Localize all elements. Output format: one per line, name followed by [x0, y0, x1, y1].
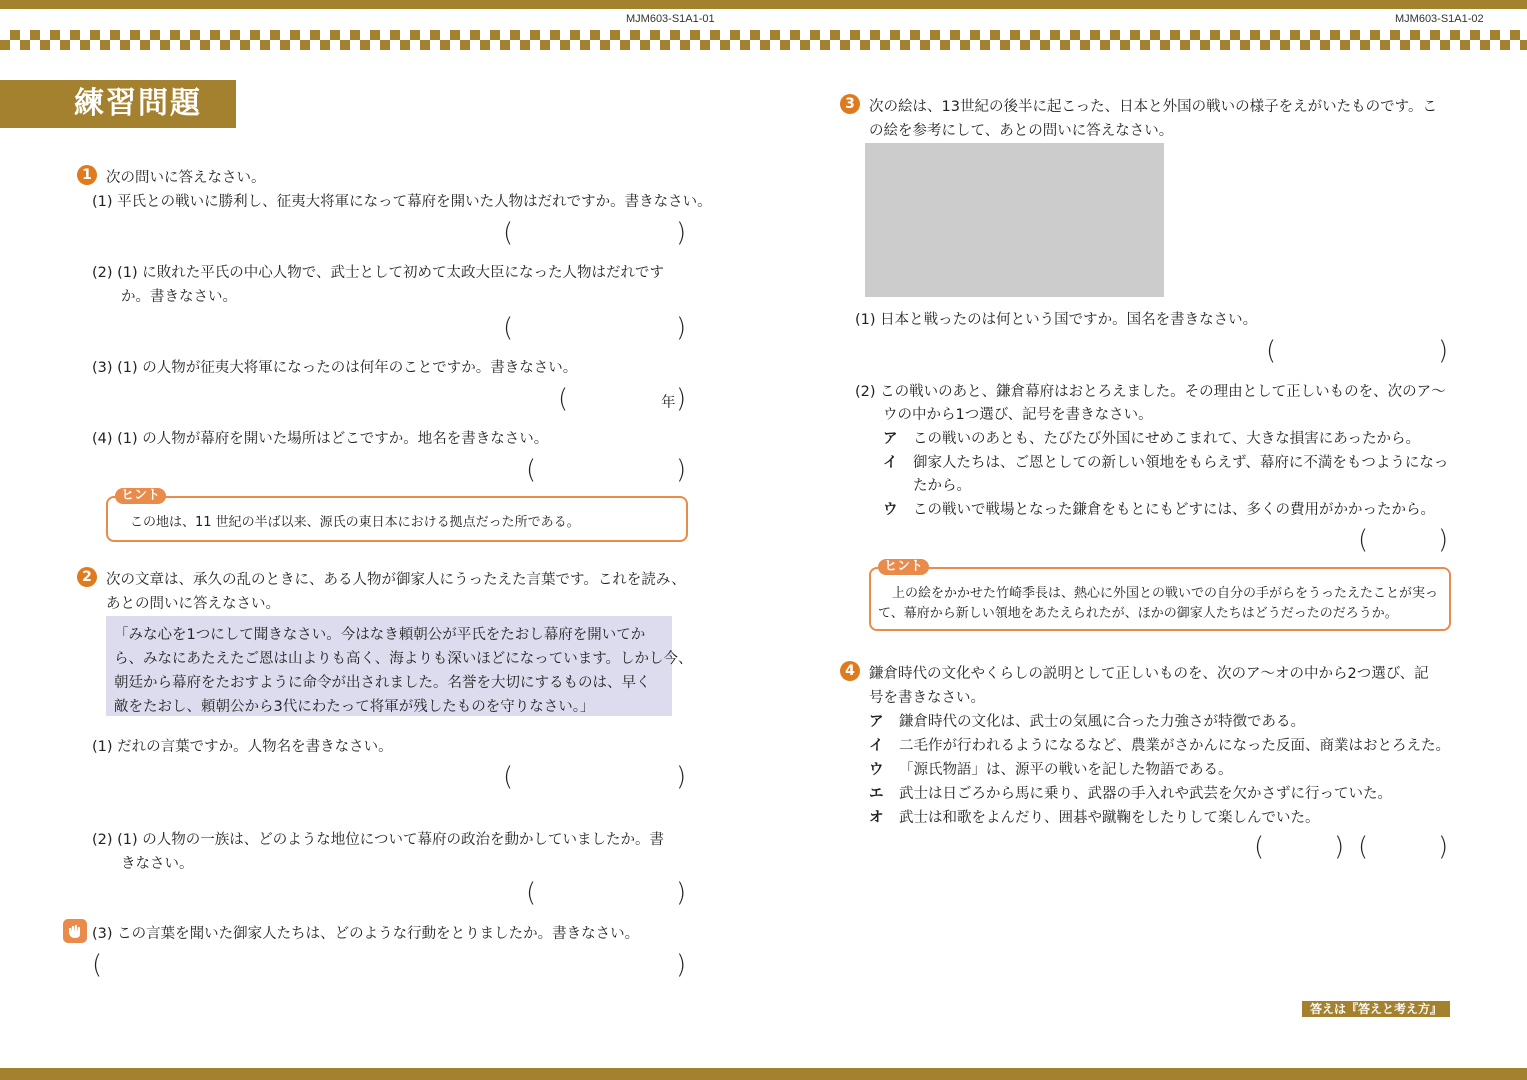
- page-code-left: MJM603-S1A1-01: [626, 13, 715, 25]
- q4-option-text-i: 二毛作が行われるようになるなど、農業がさかんになった反面、商業はおとろえた。: [899, 738, 1450, 754]
- quote-line-3: 朝廷から幕府をたおすように命令が出されました。名誉を大切にするものは、早く: [114, 675, 651, 691]
- q4-option-key-a: ア: [869, 714, 884, 730]
- quote-line-2: ら、みなにあたえたご恩は山よりも高く、海よりも深いほどになっています。しかし今、: [114, 651, 693, 667]
- q3-option-key-i: イ: [883, 455, 898, 471]
- q2-part1: (1) だれの言葉ですか。人物名を書きなさい。: [92, 739, 393, 755]
- answer-close-paren: ): [676, 455, 687, 485]
- answer-close-paren: ): [676, 878, 687, 908]
- answer-open-paren: (: [503, 218, 514, 248]
- q4-option-key-e: エ: [869, 786, 884, 802]
- answer-open-paren: (: [92, 950, 103, 980]
- q3-option-text-u: この戦いで戦場となった鎌倉をもとにもどすには、多くの費用がかかったから。: [913, 502, 1435, 518]
- answer-close-paren: ): [676, 313, 687, 343]
- q2-part3: (3) この言葉を聞いた御家人たちは、どのような行動をとりましたか。書きなさい。: [92, 926, 640, 942]
- answer-open-paren: (: [1254, 832, 1265, 862]
- hint-text-3: 上の絵をかかせた竹崎季長は、熱心に外国との戦いでの自分の手がらをうったえたことが実っ: [892, 586, 1439, 601]
- q4-option-key-u: ウ: [869, 762, 884, 778]
- hand-icon: [63, 919, 87, 943]
- answer-open-paren: (: [1358, 525, 1369, 555]
- q3-intro: 次の絵は、13世紀の後半に起こった、日本と外国の戦いの様子をえがいたものです。こ: [869, 99, 1437, 115]
- quote-line-4: 敵をたおし、頼朝公から3代にわたって将軍が残したものを守りなさい。」: [114, 699, 595, 715]
- answer-close-paren: ): [1438, 832, 1449, 862]
- q3-option-key-u: ウ: [883, 502, 898, 518]
- answer-close-paren: ): [1438, 336, 1449, 366]
- q4-option-key-i: イ: [869, 738, 884, 754]
- q1-part2: (2) (1) に敗れた平氏の中心人物で、武士として初めて太政大臣になった人物はだれです: [92, 265, 665, 281]
- hint-text-3-cont: て、幕府から新しい領地をあたえられたが、ほかの御家人たちはどうだったのだろうか。: [878, 606, 1398, 621]
- hint-label: ヒント: [878, 559, 929, 575]
- q2-intro: 次の文章は、承久の乱のときに、ある人物が御家人にうったえた言葉です。これを読み、: [106, 572, 686, 588]
- q4-option-text-a: 鎌倉時代の文化は、武士の気風に合った力強さが特徴である。: [899, 714, 1305, 730]
- question-number-3: 3: [840, 94, 860, 114]
- answer-close-paren: ): [676, 950, 687, 980]
- q4-option-text-e: 武士は日ごろから馬に乗り、武器の手入れや武芸を欠かさずに行っていた。: [899, 786, 1392, 802]
- bottom-bar: [0, 1068, 1527, 1080]
- answer-close-paren: ): [1334, 832, 1345, 862]
- answer-open-paren: (: [1358, 832, 1369, 862]
- q4-intro-cont: 号を書きなさい。: [869, 690, 985, 706]
- answer-close-paren: ): [1438, 525, 1449, 555]
- answer-open-paren: (: [526, 455, 537, 485]
- q4-option-text-u: 「源氏物語」は、源平の戦いを記した物語である。: [899, 762, 1233, 778]
- q2-part2-cont: きなさい。: [121, 856, 194, 872]
- page-code-right: MJM603-S1A1-02: [1395, 13, 1484, 25]
- q1-intro: 次の問いに答えなさい。: [106, 170, 266, 186]
- q1-part4: (4) (1) の人物が幕府を開いた場所はどこですか。地名を書きなさい。: [92, 431, 549, 447]
- q1-part2-cont: か。書きなさい。: [121, 289, 237, 305]
- q3-part2-cont: ウの中から1つ選び、記号を書きなさい。: [883, 407, 1153, 423]
- answer-close-paren: ): [676, 384, 687, 414]
- q1-part3: (3) (1) の人物が征夷大将軍になったのは何年のことですか。書きなさい。: [92, 360, 578, 376]
- q3-part2: (2) この戦いのあと、鎌倉幕府はおとろえました。その理由として正しいものを、次のア〜: [855, 384, 1446, 400]
- answer-open-paren: (: [558, 384, 569, 414]
- answer-reference-tag: 答えは『答えと考え方』: [1302, 1001, 1450, 1017]
- q3-part1: (1) 日本と戦ったのは何という国ですか。国名を書きなさい。: [855, 312, 1258, 328]
- quote-line-1: 「みな心を1つにして聞きなさい。今はなき頼朝公が平氏をたおし幕府を開いてか: [114, 627, 646, 643]
- answer-open-paren: (: [1266, 336, 1277, 366]
- top-bar: [0, 0, 1527, 9]
- q4-intro: 鎌倉時代の文化やくらしの説明として正しいものを、次のア〜オの中から2つ選び、記: [869, 666, 1429, 682]
- answer-close-paren: ): [676, 218, 687, 248]
- answer-open-paren: (: [503, 762, 514, 792]
- hint-text-1: この地は、11 世紀の半ば以来、源氏の東日本における拠点だった所である。: [130, 515, 580, 530]
- q4-option-text-o: 武士は和歌をよんだり、囲碁や蹴鞠をしたりして楽しんでいた。: [899, 810, 1320, 826]
- question-number-2: 2: [77, 567, 97, 587]
- q4-option-key-o: オ: [869, 810, 884, 826]
- battle-picture-placeholder: [865, 143, 1164, 297]
- q2-intro-cont: あとの問いに答えなさい。: [106, 596, 280, 612]
- page-title: 練習問題: [0, 80, 236, 128]
- question-number-1: 1: [77, 165, 97, 185]
- q3-option-text-i-cont: たから。: [913, 478, 971, 494]
- year-unit: 年: [661, 395, 676, 411]
- q3-intro-cont: の絵を参考にして、あとの問いに答えなさい。: [869, 123, 1174, 139]
- answer-close-paren: ): [676, 762, 687, 792]
- q2-part2: (2) (1) の人物の一族は、どのような地位について幕府の政治を動かしていましたか。書: [92, 832, 665, 848]
- q1-part1: (1) 平氏との戦いに勝利し、征夷大将軍になって幕府を開いた人物はだれですか。書きなさい。: [92, 194, 712, 210]
- answer-open-paren: (: [526, 878, 537, 908]
- hint-label: ヒント: [115, 488, 166, 504]
- checker-border: [0, 30, 1527, 50]
- answer-open-paren: (: [503, 313, 514, 343]
- q3-option-text-i: 御家人たちは、ご恩としての新しい領地をもらえず、幕府に不満をもつようになっ: [913, 455, 1449, 471]
- q3-option-text-a: この戦いのあとも、たびたび外国にせめこまれて、大きな損害にあったから。: [913, 431, 1421, 447]
- q3-option-key-a: ア: [883, 431, 898, 447]
- question-number-4: 4: [840, 661, 860, 681]
